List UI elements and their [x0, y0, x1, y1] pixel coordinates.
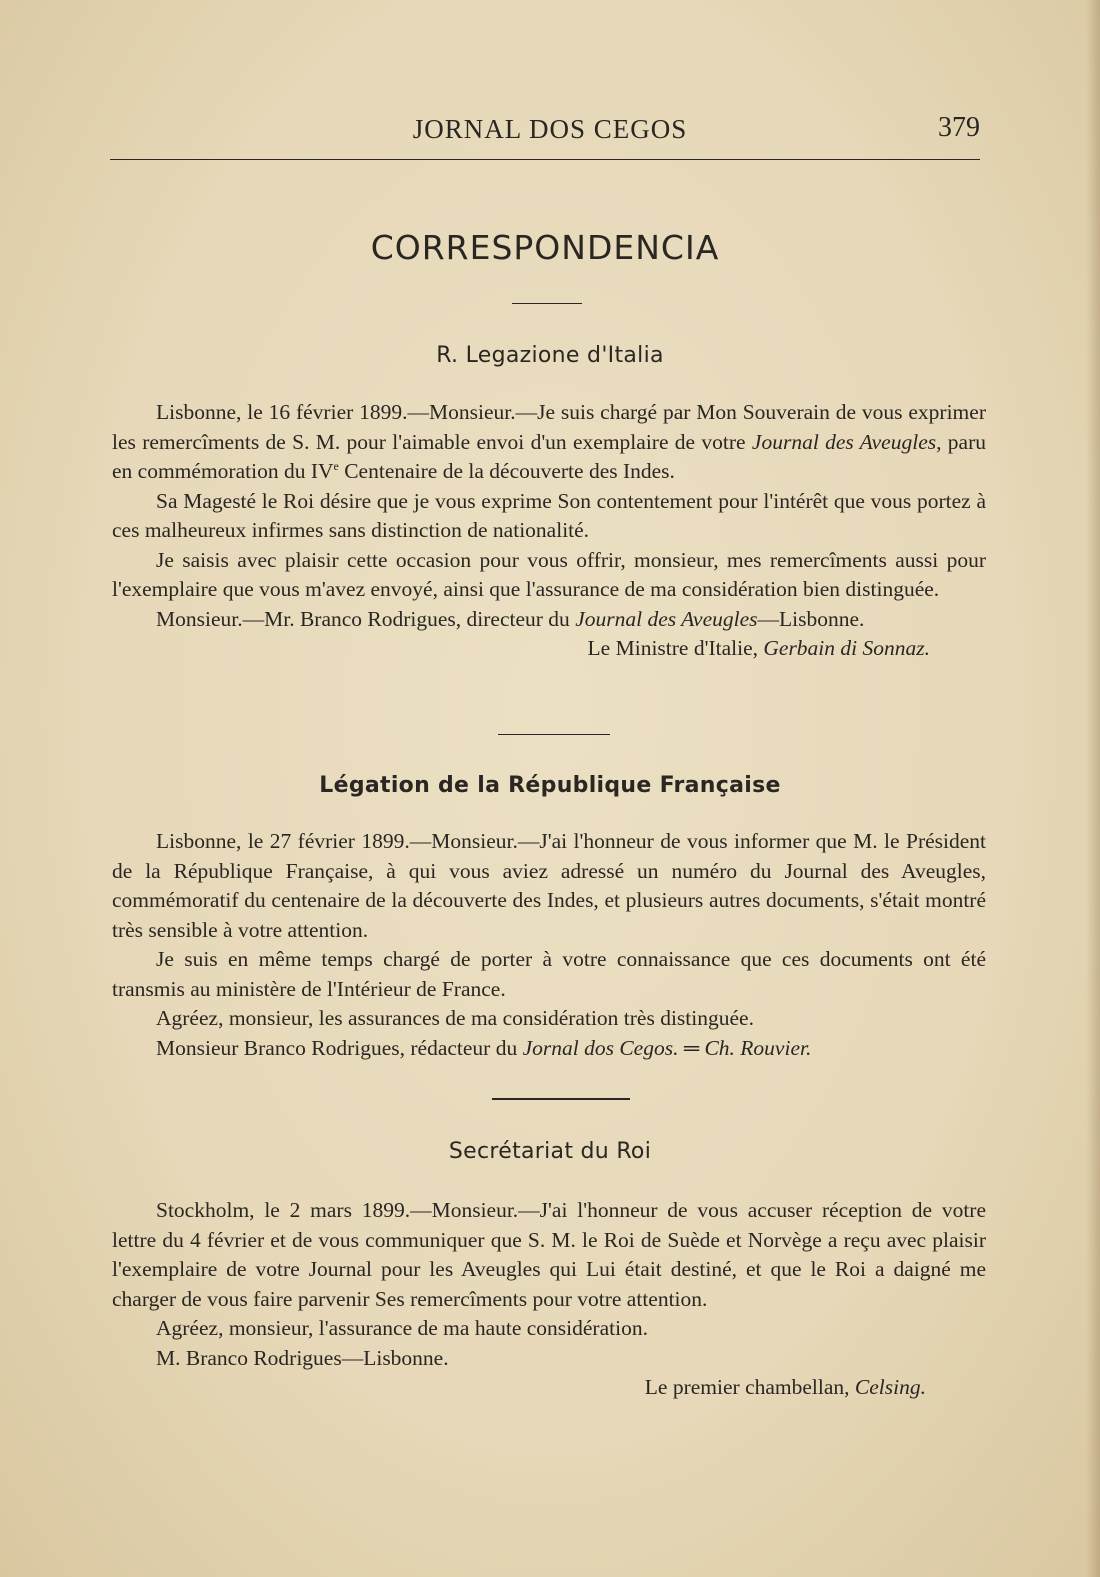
journal-title: Journal des Aveugles — [575, 606, 758, 631]
paragraph — [112, 398, 986, 487]
signature-role: Le premier chambellan, — [644, 1375, 855, 1399]
journal-title: Jornal dos Cegos. — [522, 1035, 679, 1060]
text-run: Monsieur Branco Rodrigues, rédacteur du — [156, 1035, 523, 1060]
paragraph: Je suis en même temps chargé de porter à votre connaissance que ces documents ont été transmis au ministère de l'Intérieur de France. — [112, 947, 986, 1001]
running-title: JORNAL DOS CEGOS — [412, 114, 688, 144]
running-header — [110, 112, 980, 152]
signature-name: Celsing. — [854, 1375, 926, 1399]
paragraph: Agréez, monsieur, les assurances de ma considération très distinguée. — [156, 1006, 754, 1030]
paragraph: Je saisis avec plaisir cette occasion pour vous offrir, monsieur, mes remercîments aussi pour l'exemplaire que vous m'avez envoyé, ainsi que l'assurance de ma considération bien distinguée. — [112, 547, 986, 601]
section-title-italia: R. Legazione d'Italia — [436, 343, 664, 368]
paragraph: Agréez, monsieur, l'assurance de ma haute considération. — [156, 1316, 648, 1340]
letter-italia — [112, 398, 986, 664]
paragraph — [112, 1034, 986, 1064]
header-rule — [110, 159, 980, 160]
signature — [112, 634, 986, 664]
page-title: CORRESPONDENCIA — [370, 228, 720, 267]
letter-france — [112, 827, 986, 1063]
signature-role: Le Ministre d'Italie, — [587, 636, 764, 660]
section-divider — [498, 734, 610, 735]
paragraph: Sa Magesté le Roi désire que je vous exprime Son contentement pour l'intérêt que vous portez à ces malheureux infirmes sans distinction de nationalité. — [112, 488, 986, 542]
signature — [112, 1373, 986, 1403]
paragraph: M. Branco Rodrigues—Lisbonne. — [156, 1345, 449, 1370]
signature-name: Ch. Rouvier. — [704, 1035, 812, 1060]
superscript: e — [333, 458, 339, 473]
journal-title: Journal des Aveugles, — [751, 429, 942, 454]
section-title-france: Légation de la République Française — [319, 773, 781, 798]
paragraph: Lisbonne, le 27 février 1899.—Monsieur.—J'ai l'honneur de vous informer que M. le Président de la République Française, à qui vous aviez adressé un numéro du Journal des Aveugles, commémoratif du centenaire de la découverte des Indes, et plusieurs autres documents, s'était montré très sensible à votre attention. — [112, 829, 986, 942]
page-number: 379 — [938, 112, 980, 143]
paragraph: Stockholm, le 2 mars 1899.—Monsieur.—J'ai l'honneur de vous accuser réception de votre lettre du 4 février et de vous communiquer que S. M. le Roi de Suède et Norvège a reçu avec plaisir l'exemplaire de votre Journal pour les Aveugles qui Lui était destiné, et que le Roi a daigné me charger de vous faire parvenir Ses remercîments pour votre attention. — [112, 1198, 986, 1311]
text-run: Monsieur.—Mr. Branco Rodrigues, directeur du — [156, 606, 576, 631]
section-divider — [492, 1098, 630, 1100]
text-run: Centenaire de la découverte des Indes. — [338, 459, 675, 483]
text-run: Lisbonne, le 16 février 1899.—Monsieur.—Je suis chargé par Mon Souverain de vous exprimer les remercîments de S. M. pour l'aimable envoi d'un exemplaire de votre — [112, 400, 986, 454]
title-divider — [512, 303, 582, 304]
text-run: —Lisbonne. — [757, 606, 865, 631]
text-run: paru en commémoration du IV — [112, 429, 986, 483]
text-run: ═ — [678, 1035, 705, 1060]
paragraph — [112, 605, 986, 635]
signature-name: Gerbain di Sonnaz. — [763, 636, 930, 660]
letter-roi — [112, 1196, 986, 1403]
section-title-roi: Secrétariat du Roi — [448, 1139, 652, 1164]
